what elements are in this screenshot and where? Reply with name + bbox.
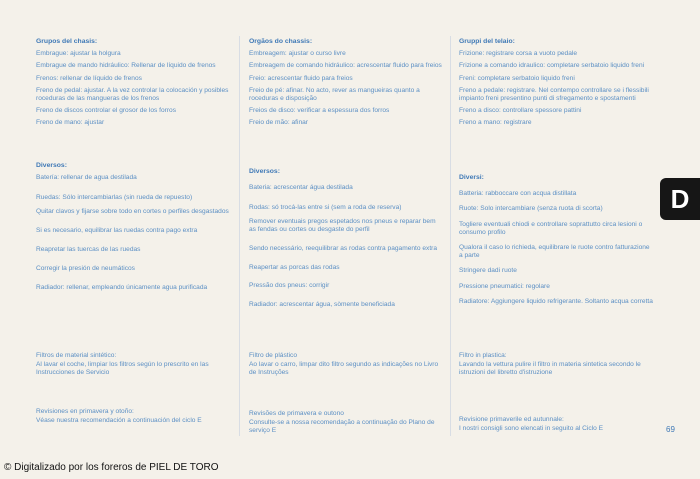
section-title: Grupos del chasis: (36, 38, 98, 45)
list-item: Al lavar el coche, limpiar los filtros según lo prescrito en las Instrucciones de Servicio (36, 361, 209, 377)
section-revisions (36, 408, 231, 429)
list-item: Freno de pedal: ajustar. A la vez controlar la colocación y posibles roceduras de las mangueras de los frenos (36, 86, 229, 103)
list-item: Pressão dos pneus: corrigir (249, 282, 330, 290)
section-title: Filtros de material sintético: (36, 352, 117, 359)
section-misc (459, 174, 654, 310)
list-item: Freio: acrescentar fluido para freios (249, 74, 353, 82)
section-filter (36, 352, 231, 382)
list-item: Freios de disco: verificar a espessura dos forros (249, 107, 390, 115)
section-title: Diversi: (459, 174, 484, 181)
list-item: Radiatore: Aggiungere liquido refrigerante. Soltanto acqua corretta (459, 297, 653, 305)
section-title: Diversos: (249, 168, 280, 175)
section-title: Filtro in plastica: (459, 352, 507, 359)
section-misc (36, 162, 231, 297)
list-item: Si es necesario, equilibrar las ruedas contra pago extra (36, 226, 198, 234)
list-item: Qualora il caso lo richieda, equilibrare le ruote contro fatturazione a parte (459, 244, 650, 260)
list-item: Freni: completare serbatoio liquido freni (459, 74, 575, 82)
list-item: Corregir la presión de neumáticos (36, 265, 135, 273)
list-item: I nostri consigli sono elencati in seguito al Ciclo E (459, 425, 604, 433)
section-title: Revisões de primavera e outono (249, 410, 344, 417)
section-title: Gruppi del telaio: (459, 38, 515, 45)
section-title: Filtro de plástico (249, 352, 298, 359)
section-revisions (249, 410, 444, 440)
list-item: Rodas: só trocá-las entre si (sem a roda de reserva) (249, 204, 402, 212)
list-item: Frenos: rellenar de líquido de frenos (36, 74, 142, 82)
list-item: Freno de mano: ajustar (36, 119, 105, 127)
list-item: Reapretar las tuercas de las ruedas (36, 246, 141, 254)
list-item: Batteria: rabboccare con acqua distillata (459, 190, 577, 198)
page-number: 69 (666, 425, 675, 434)
list-item: Frizione a comando idraulico: completare serbatoio liquido freni (459, 62, 645, 70)
list-item: Quitar clavos y fijarse sobre todo en cortes o perfiles desgastados (36, 207, 229, 215)
section-chassis (249, 38, 444, 132)
section-filter (459, 352, 654, 382)
list-item: Radiador: acrescentar água, sòmente beneficiada (249, 300, 395, 308)
digitization-credit: © Digitalizado por los foreros de PIEL DE TORO (4, 462, 219, 473)
list-item: Ruote: Solo intercambiare (senza ruota di scorta) (459, 205, 603, 213)
list-item: Freno a mano: registrare (459, 119, 532, 127)
list-item: Ao lavar o carro, limpar dito filtro segundo as indicações no Livro de Instruções (249, 361, 439, 377)
section-title: Revisiones en primavera y otoño: (36, 408, 134, 415)
list-item: Bateria: acrescentar água destilada (249, 184, 353, 192)
list-item: Véase nuestra recomendación a continuación del ciclo E (36, 417, 202, 425)
section-title: Diversos: (36, 162, 67, 169)
list-item: Freno a disco: controllare spessore pattini (459, 107, 582, 115)
list-item: Freio de pé: afinar. No acto, rever as mangueiras quanto a roceduras e disposição (249, 86, 420, 103)
list-item: Togliere eventuali chiodi e controllare soprattutto circa lesioni o consumo profilo (459, 220, 643, 236)
list-item: Ruedas: Sólo intercambiarlas (sin rueda de repuesto) (36, 194, 193, 202)
section-filter (249, 352, 444, 382)
list-item: Stringere dadi ruote (459, 267, 517, 275)
section-revisions (459, 416, 654, 437)
section-tab-d: D (660, 178, 700, 220)
list-item: Pressione pneumatici: regolare (459, 282, 550, 290)
list-item: Embrague de mando hidráulico: Rellenar de líquido de frenos (36, 62, 216, 70)
list-item: Freno de discos controlar el grosor de los forros (36, 107, 176, 115)
list-item: Batería: rellenar de agua destilada (36, 174, 137, 182)
list-item: Embreagem de comando hidráulico: acrescentar fluido para freios (249, 62, 442, 70)
section-chassis (459, 38, 654, 132)
list-item: Lavando la vettura pulire il filtro in materia sintetica secondo le istruzioni del libretto d'istruzione (459, 361, 641, 377)
section-chassis (36, 38, 231, 132)
section-misc (249, 168, 444, 313)
list-item: Embrague: ajustar la holgura (36, 50, 121, 58)
list-item: Frizione: registrare corsa a vuoto pedale (459, 50, 578, 58)
column-divider (450, 36, 451, 436)
list-item: Freio de mão: afinar (249, 119, 309, 127)
list-item: Consulte-se a nossa recomendação a continuação do Plano de serviço E (249, 419, 435, 435)
section-title: Revisione primaverile ed autunnale: (459, 416, 564, 423)
list-item: Radiador: rellenar, empleando únicamente agua purificada (36, 284, 208, 292)
list-item: Reapertar as porcas das rodas (249, 264, 340, 272)
list-item: Sendo necessário, reequilibrar as rodas contra pagamento extra (249, 245, 438, 253)
column-divider (239, 36, 240, 436)
section-title: Orgãos do chassis: (249, 38, 313, 45)
list-item: Embreagem: ajustar o curso livre (249, 50, 346, 58)
list-item: Freno a pedale: registrare. Nel contempo controllare se i flessibili impianto freni presentino punti di sfregamento e spostamenti (459, 86, 649, 103)
list-item: Remover eventuais pregos espetados nos pneus e reparar bem as fendas ou cortes ou desgaste do perfil (249, 217, 436, 233)
